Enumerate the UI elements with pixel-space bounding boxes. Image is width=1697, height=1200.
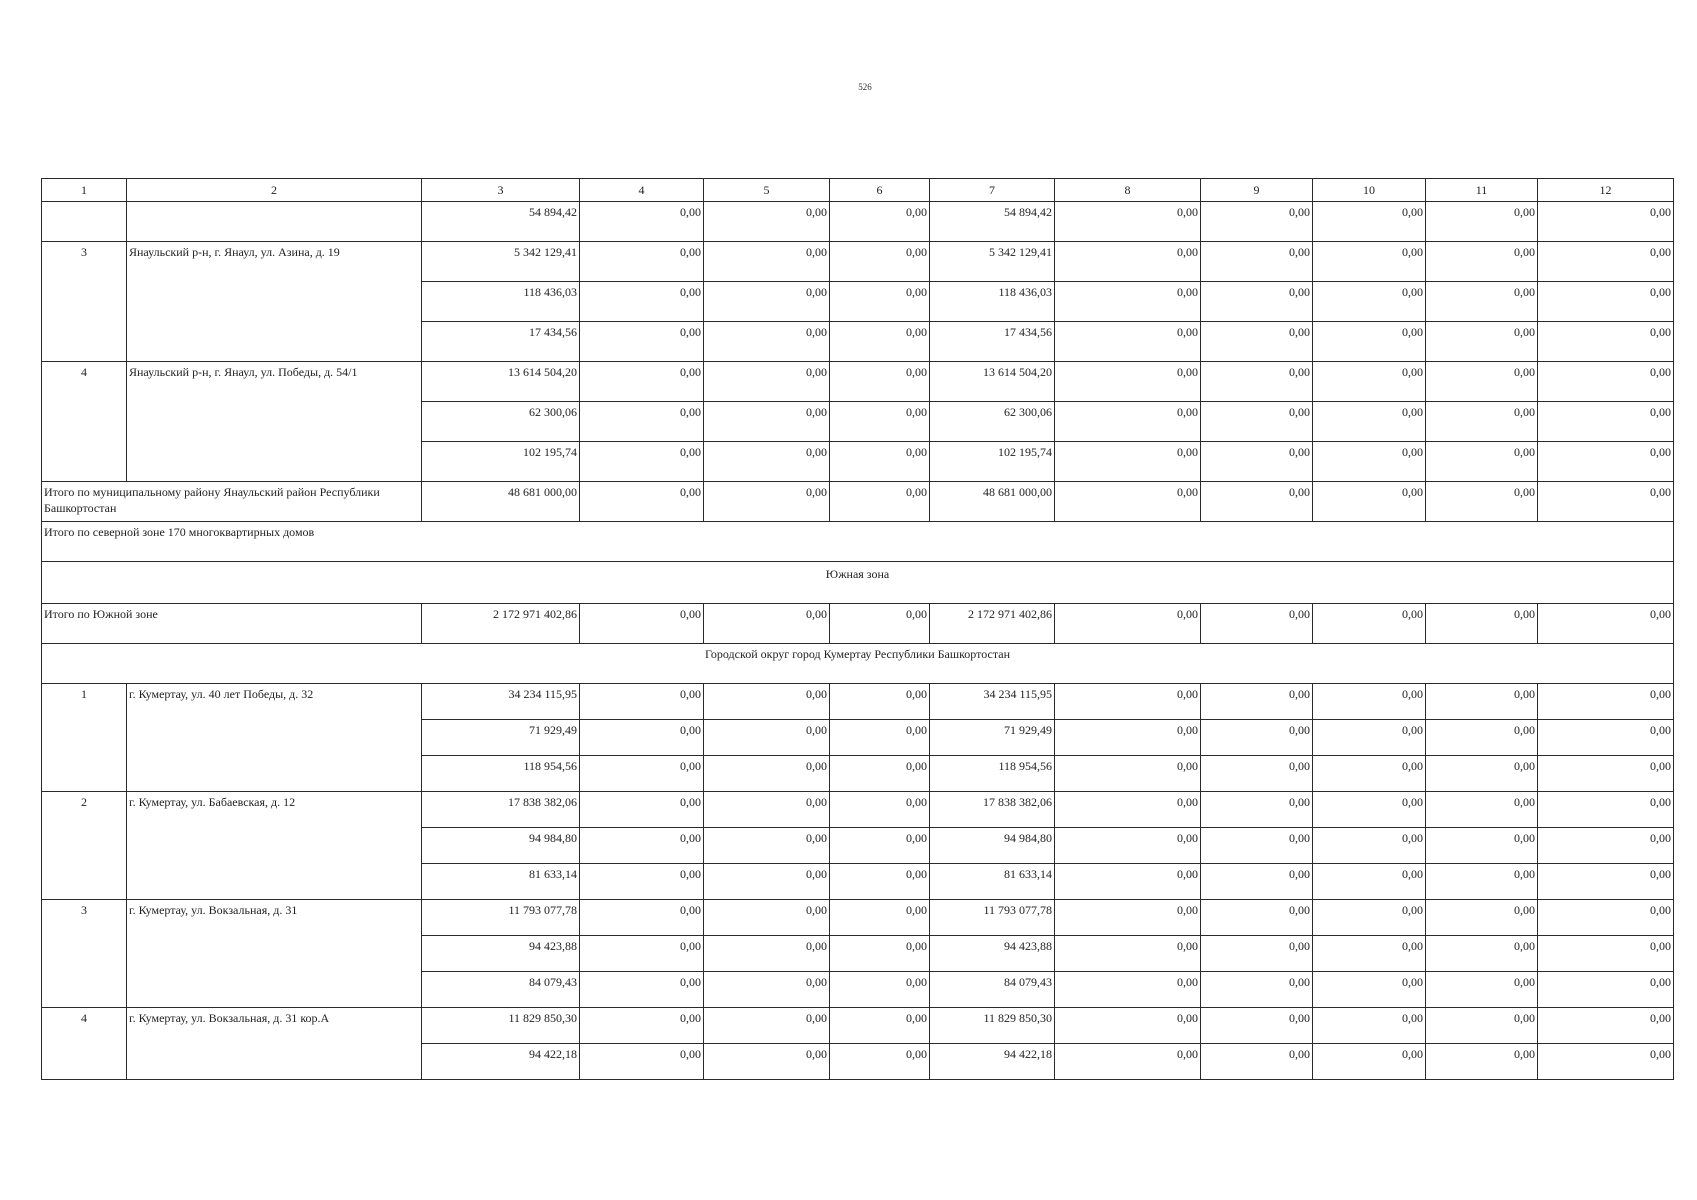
north-zone-total-label: Итого по северной зоне 170 многоквартирных домов <box>42 522 1674 562</box>
value-cell: 0,00 <box>1538 1008 1674 1044</box>
address-cell: г. Кумертау, ул. Бабаевская, д. 12 <box>127 792 422 900</box>
value-cell: 17 434,56 <box>930 322 1055 362</box>
value-cell: 0,00 <box>1538 322 1674 362</box>
address-cell: Янаульский р-н, г. Янаул, ул. Азина, д. 19 <box>127 242 422 362</box>
value-cell: 0,00 <box>830 604 930 644</box>
value-cell: 0,00 <box>580 756 704 792</box>
value-cell: 0,00 <box>704 1044 830 1080</box>
value-cell: 0,00 <box>1426 482 1538 522</box>
value-cell: 0,00 <box>1055 322 1201 362</box>
value-cell: 17 434,56 <box>422 322 580 362</box>
value-cell: 0,00 <box>580 936 704 972</box>
value-cell: 0,00 <box>830 1008 930 1044</box>
value-cell: 0,00 <box>1313 322 1426 362</box>
value-cell: 48 681 000,00 <box>930 482 1055 522</box>
value-cell: 0,00 <box>1538 828 1674 864</box>
value-cell: 17 838 382,06 <box>930 792 1055 828</box>
value-cell: 0,00 <box>1426 242 1538 282</box>
city-heading: Городской округ город Кумертау Республики Башкортостан <box>42 644 1674 684</box>
value-cell: 0,00 <box>830 756 930 792</box>
index-cell <box>42 202 127 242</box>
index-cell: 3 <box>42 900 127 1008</box>
value-cell: 2 172 971 402,86 <box>930 604 1055 644</box>
value-cell: 0,00 <box>1538 936 1674 972</box>
value-cell: 0,00 <box>1426 1044 1538 1080</box>
value-cell: 94 423,88 <box>422 936 580 972</box>
value-cell: 0,00 <box>830 828 930 864</box>
value-cell: 71 929,49 <box>422 720 580 756</box>
value-cell: 0,00 <box>1426 604 1538 644</box>
value-cell: 0,00 <box>704 322 830 362</box>
value-cell: 0,00 <box>1055 864 1201 900</box>
column-header: 3 <box>422 179 580 202</box>
value-cell: 81 633,14 <box>422 864 580 900</box>
value-cell: 0,00 <box>1201 900 1313 936</box>
value-cell: 0,00 <box>1055 442 1201 482</box>
table-row <box>42 202 1674 242</box>
value-cell: 0,00 <box>704 282 830 322</box>
table-row <box>42 900 1674 936</box>
value-cell: 54 894,42 <box>930 202 1055 242</box>
value-cell: 0,00 <box>830 1044 930 1080</box>
value-cell: 13 614 504,20 <box>422 362 580 402</box>
value-cell: 11 829 850,30 <box>930 1008 1055 1044</box>
column-header: 7 <box>930 179 1055 202</box>
value-cell: 0,00 <box>1313 864 1426 900</box>
district-total-row <box>42 482 1674 522</box>
value-cell: 0,00 <box>1055 828 1201 864</box>
value-cell: 0,00 <box>1055 362 1201 402</box>
value-cell: 0,00 <box>1538 242 1674 282</box>
value-cell: 0,00 <box>1538 402 1674 442</box>
address-cell: Янаульский р-н, г. Янаул, ул. Победы, д. 54/1 <box>127 362 422 482</box>
value-cell: 0,00 <box>1538 792 1674 828</box>
value-cell: 0,00 <box>1313 900 1426 936</box>
value-cell: 0,00 <box>1313 202 1426 242</box>
south-zone-heading-row <box>42 562 1674 604</box>
value-cell: 0,00 <box>580 402 704 442</box>
value-cell: 0,00 <box>704 684 830 720</box>
value-cell: 0,00 <box>1426 442 1538 482</box>
value-cell: 0,00 <box>580 604 704 644</box>
value-cell: 0,00 <box>580 1008 704 1044</box>
value-cell: 0,00 <box>1313 1044 1426 1080</box>
value-cell: 102 195,74 <box>422 442 580 482</box>
value-cell: 48 681 000,00 <box>422 482 580 522</box>
value-cell: 0,00 <box>704 604 830 644</box>
south-zone-heading: Южная зона <box>42 562 1674 604</box>
value-cell: 0,00 <box>704 1008 830 1044</box>
value-cell: 0,00 <box>1201 1008 1313 1044</box>
value-cell: 0,00 <box>1201 936 1313 972</box>
table-row <box>42 792 1674 828</box>
address-cell: г. Кумертау, ул. Вокзальная, д. 31 кор.А <box>127 1008 422 1080</box>
value-cell: 0,00 <box>1055 792 1201 828</box>
value-cell: 0,00 <box>704 482 830 522</box>
value-cell: 81 633,14 <box>930 864 1055 900</box>
value-cell: 0,00 <box>1313 282 1426 322</box>
value-cell: 0,00 <box>580 482 704 522</box>
column-header: 9 <box>1201 179 1313 202</box>
address-cell: г. Кумертау, ул. Вокзальная, д. 31 <box>127 900 422 1008</box>
value-cell: 0,00 <box>1313 402 1426 442</box>
value-cell: 0,00 <box>1055 604 1201 644</box>
value-cell: 0,00 <box>830 864 930 900</box>
index-cell: 1 <box>42 684 127 792</box>
value-cell: 0,00 <box>1538 604 1674 644</box>
value-cell: 0,00 <box>1055 402 1201 442</box>
value-cell: 0,00 <box>1201 362 1313 402</box>
table-row <box>42 362 1674 402</box>
value-cell: 0,00 <box>1201 756 1313 792</box>
value-cell: 0,00 <box>1426 282 1538 322</box>
value-cell: 0,00 <box>1313 442 1426 482</box>
value-cell: 11 829 850,30 <box>422 1008 580 1044</box>
value-cell: 0,00 <box>704 720 830 756</box>
value-cell: 0,00 <box>830 322 930 362</box>
value-cell: 0,00 <box>580 900 704 936</box>
value-cell: 0,00 <box>704 792 830 828</box>
value-cell: 94 984,80 <box>930 828 1055 864</box>
repair-schedule-table <box>41 178 1674 1080</box>
value-cell: 5 342 129,41 <box>930 242 1055 282</box>
page-number: 526 <box>858 82 872 92</box>
value-cell: 0,00 <box>1313 720 1426 756</box>
value-cell: 62 300,06 <box>930 402 1055 442</box>
value-cell: 11 793 077,78 <box>422 900 580 936</box>
value-cell: 11 793 077,78 <box>930 900 1055 936</box>
value-cell: 54 894,42 <box>422 202 580 242</box>
column-number-header-row <box>42 179 1674 202</box>
value-cell: 0,00 <box>1201 402 1313 442</box>
value-cell: 0,00 <box>1055 1008 1201 1044</box>
value-cell: 0,00 <box>830 202 930 242</box>
value-cell: 0,00 <box>1538 1044 1674 1080</box>
value-cell: 0,00 <box>1426 1008 1538 1044</box>
value-cell: 0,00 <box>1538 972 1674 1008</box>
value-cell: 0,00 <box>704 900 830 936</box>
value-cell: 0,00 <box>1313 792 1426 828</box>
column-header: 12 <box>1538 179 1674 202</box>
column-header: 10 <box>1313 179 1426 202</box>
value-cell: 118 436,03 <box>422 282 580 322</box>
index-cell: 4 <box>42 1008 127 1080</box>
value-cell: 0,00 <box>704 828 830 864</box>
value-cell: 0,00 <box>580 792 704 828</box>
column-header: 2 <box>127 179 422 202</box>
value-cell: 0,00 <box>1538 684 1674 720</box>
value-cell: 0,00 <box>1313 756 1426 792</box>
value-cell: 0,00 <box>830 282 930 322</box>
value-cell: 0,00 <box>580 972 704 1008</box>
value-cell: 0,00 <box>1201 684 1313 720</box>
value-cell: 0,00 <box>704 202 830 242</box>
index-cell: 2 <box>42 792 127 900</box>
value-cell: 0,00 <box>1201 322 1313 362</box>
value-cell: 0,00 <box>1201 442 1313 482</box>
column-header: 5 <box>704 179 830 202</box>
value-cell: 0,00 <box>1055 900 1201 936</box>
value-cell: 0,00 <box>1538 864 1674 900</box>
value-cell: 0,00 <box>580 362 704 402</box>
value-cell: 0,00 <box>1538 900 1674 936</box>
value-cell: 0,00 <box>1426 362 1538 402</box>
value-cell: 0,00 <box>1313 684 1426 720</box>
value-cell: 0,00 <box>704 756 830 792</box>
index-cell: 4 <box>42 362 127 482</box>
value-cell: 0,00 <box>580 442 704 482</box>
value-cell: 0,00 <box>1055 756 1201 792</box>
value-cell: 0,00 <box>830 482 930 522</box>
value-cell: 0,00 <box>1201 864 1313 900</box>
column-header: 11 <box>1426 179 1538 202</box>
value-cell: 0,00 <box>1538 362 1674 402</box>
address-cell <box>127 202 422 242</box>
value-cell: 0,00 <box>1426 828 1538 864</box>
value-cell: 0,00 <box>1313 242 1426 282</box>
value-cell: 118 436,03 <box>930 282 1055 322</box>
value-cell: 0,00 <box>1538 282 1674 322</box>
address-cell: г. Кумертау, ул. 40 лет Победы, д. 32 <box>127 684 422 792</box>
value-cell: 0,00 <box>830 362 930 402</box>
value-cell: 0,00 <box>1201 482 1313 522</box>
value-cell: 102 195,74 <box>930 442 1055 482</box>
value-cell: 0,00 <box>830 792 930 828</box>
value-cell: 0,00 <box>580 202 704 242</box>
value-cell: 13 614 504,20 <box>930 362 1055 402</box>
column-header: 8 <box>1055 179 1201 202</box>
value-cell: 0,00 <box>1055 282 1201 322</box>
value-cell: 0,00 <box>1055 1044 1201 1080</box>
value-cell: 0,00 <box>704 442 830 482</box>
column-header: 6 <box>830 179 930 202</box>
value-cell: 71 929,49 <box>930 720 1055 756</box>
value-cell: 0,00 <box>704 362 830 402</box>
value-cell: 0,00 <box>1201 1044 1313 1080</box>
value-cell: 0,00 <box>1538 482 1674 522</box>
value-cell: 34 234 115,95 <box>930 684 1055 720</box>
value-cell: 0,00 <box>1055 936 1201 972</box>
city-heading-row <box>42 644 1674 684</box>
value-cell: 94 423,88 <box>930 936 1055 972</box>
value-cell: 0,00 <box>1426 402 1538 442</box>
value-cell: 2 172 971 402,86 <box>422 604 580 644</box>
south-zone-total-label: Итого по Южной зоне <box>42 604 422 644</box>
value-cell: 0,00 <box>1201 282 1313 322</box>
table-row <box>42 1008 1674 1044</box>
value-cell: 94 984,80 <box>422 828 580 864</box>
value-cell: 0,00 <box>1055 482 1201 522</box>
south-zone-total-row <box>42 604 1674 644</box>
table-row <box>42 242 1674 282</box>
value-cell: 0,00 <box>1201 242 1313 282</box>
column-header: 4 <box>580 179 704 202</box>
value-cell: 0,00 <box>1426 792 1538 828</box>
value-cell: 0,00 <box>1313 604 1426 644</box>
value-cell: 118 954,56 <box>930 756 1055 792</box>
value-cell: 0,00 <box>1426 864 1538 900</box>
table-row <box>42 684 1674 720</box>
value-cell: 0,00 <box>580 684 704 720</box>
value-cell: 0,00 <box>1538 720 1674 756</box>
value-cell: 0,00 <box>830 972 930 1008</box>
value-cell: 0,00 <box>1201 604 1313 644</box>
value-cell: 0,00 <box>830 684 930 720</box>
index-cell: 3 <box>42 242 127 362</box>
value-cell: 0,00 <box>1426 202 1538 242</box>
value-cell: 0,00 <box>1538 442 1674 482</box>
value-cell: 0,00 <box>1201 202 1313 242</box>
district-total-label: Итого по муниципальному району Янаульский район Республики Башкортостан <box>42 482 422 522</box>
value-cell: 0,00 <box>1426 684 1538 720</box>
value-cell: 0,00 <box>1538 202 1674 242</box>
value-cell: 84 079,43 <box>422 972 580 1008</box>
value-cell: 0,00 <box>704 242 830 282</box>
value-cell: 0,00 <box>704 402 830 442</box>
value-cell: 0,00 <box>830 936 930 972</box>
value-cell: 84 079,43 <box>930 972 1055 1008</box>
value-cell: 0,00 <box>704 972 830 1008</box>
value-cell: 0,00 <box>1055 684 1201 720</box>
value-cell: 0,00 <box>830 442 930 482</box>
value-cell: 0,00 <box>830 402 930 442</box>
value-cell: 0,00 <box>704 864 830 900</box>
north-zone-total-row <box>42 522 1674 562</box>
value-cell: 0,00 <box>580 828 704 864</box>
value-cell: 0,00 <box>1201 972 1313 1008</box>
value-cell: 0,00 <box>1055 202 1201 242</box>
value-cell: 34 234 115,95 <box>422 684 580 720</box>
value-cell: 118 954,56 <box>422 756 580 792</box>
value-cell: 0,00 <box>580 322 704 362</box>
value-cell: 0,00 <box>1055 972 1201 1008</box>
value-cell: 0,00 <box>580 864 704 900</box>
value-cell: 0,00 <box>580 720 704 756</box>
value-cell: 0,00 <box>704 936 830 972</box>
value-cell: 0,00 <box>1313 1008 1426 1044</box>
value-cell: 0,00 <box>830 900 930 936</box>
value-cell: 0,00 <box>1426 322 1538 362</box>
value-cell: 62 300,06 <box>422 402 580 442</box>
value-cell: 0,00 <box>1313 828 1426 864</box>
column-header: 1 <box>42 179 127 202</box>
value-cell: 0,00 <box>1426 972 1538 1008</box>
value-cell: 0,00 <box>1426 720 1538 756</box>
value-cell: 0,00 <box>1055 242 1201 282</box>
value-cell: 0,00 <box>580 282 704 322</box>
value-cell: 0,00 <box>1313 362 1426 402</box>
value-cell: 0,00 <box>1313 936 1426 972</box>
value-cell: 0,00 <box>1426 756 1538 792</box>
value-cell: 0,00 <box>830 242 930 282</box>
value-cell: 0,00 <box>1313 972 1426 1008</box>
value-cell: 94 422,18 <box>930 1044 1055 1080</box>
value-cell: 94 422,18 <box>422 1044 580 1080</box>
value-cell: 0,00 <box>580 1044 704 1080</box>
value-cell: 0,00 <box>1201 720 1313 756</box>
value-cell: 0,00 <box>1055 720 1201 756</box>
value-cell: 0,00 <box>1313 482 1426 522</box>
value-cell: 0,00 <box>1426 936 1538 972</box>
value-cell: 0,00 <box>1538 756 1674 792</box>
value-cell: 0,00 <box>1426 900 1538 936</box>
value-cell: 0,00 <box>830 720 930 756</box>
value-cell: 0,00 <box>580 242 704 282</box>
value-cell: 0,00 <box>1201 792 1313 828</box>
value-cell: 17 838 382,06 <box>422 792 580 828</box>
value-cell: 5 342 129,41 <box>422 242 580 282</box>
value-cell: 0,00 <box>1201 828 1313 864</box>
